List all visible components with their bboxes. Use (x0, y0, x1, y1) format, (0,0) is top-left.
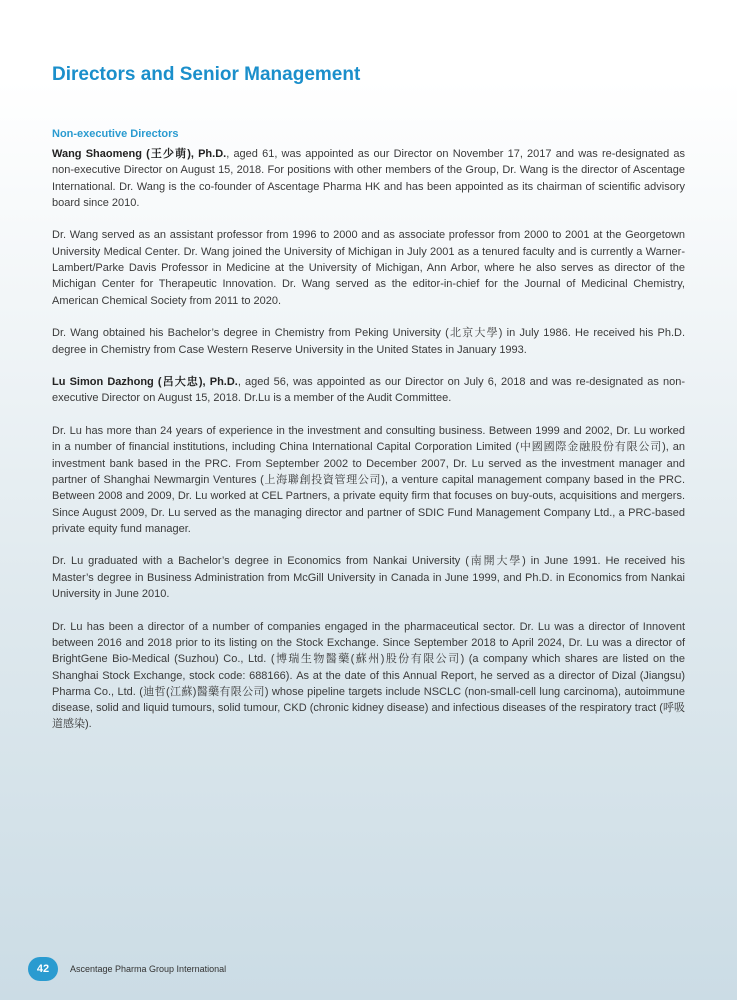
page-footer (28, 957, 226, 981)
paragraph-2: Dr. Wang served as an assistant professor from 1996 to 2000 and as associate professor from 2000 to 2001 at the Georgetown University Medical Center. Dr. Wang joined the University of Michigan in July 2001 as a tenured faculty and is currently a Warner-Lambert/Parke Davis Professor in Medicine at the University of Michigan, Ann Arbor, where he also serves as director of the Michigan Center for Therapeutic Innovation. Dr. Wang served as the editor-in-chief for the Journal of Medicinal Chemistry, American Chemical Society from 2011 to 2020. (52, 229, 685, 307)
director-name: Lu Simon Dazhong (呂大忠), Ph.D. (52, 376, 238, 389)
paragraph-1: Wang Shaomeng (王少萌), Ph.D., aged 61, was appointed as our Director on November 17, 2017 and was re-designated as non-executive Director on August 15, 2018. For positions with other members of the Group, Dr. Wang is the director of Ascentage International. Dr. Wang is the co-founder of Ascentage Pharma HK and has been appointed as its chairman of scientific advisory board since 2010. (52, 148, 685, 209)
paragraph-7: Dr. Lu has been a director of a number of companies engaged in the pharmaceutical sector. Dr. Lu was a director of Innovent between 2016 and 2018 prior to its listing on the Stock Exchange. Since September 2018 to April 2024, Dr. Lu was a director of BrightGene Bio-Medical (Suzhou) Co., Ltd. (博瑞生物醫藥(蘇州)股份有限公司) (a company which shares are listed on the Shanghai Stock Exchange, stock code: 688166). As at the date of this Annual Report, he served as a director of Dizal (Jiangsu) Pharma Co., Ltd. (迪哲(江蘇)醫藥有限公司) whose pipeline targets include NSCLC (non-small-cell lung carcinoma), autoimmune disease, solid and liquid tumours, solid tumour, CKD (chronic kidney disease) and infectious diseases of the respiratory tract (呼吸道感染). (52, 620, 685, 731)
section-heading: Non-executive Directors (52, 128, 179, 140)
footer-company-name: Ascentage Pharma Group International (70, 964, 227, 974)
page-title: Directors and Senior Management (52, 64, 361, 85)
paragraph-6: Dr. Lu graduated with a Bachelor’s degree in Economics from Nankai University (南開大學) in June 1991. He received his Master’s degree in Business Administration from McGill University in Canada in June 1999, and Ph.D. in Economics from Nankai University in June 2010. (52, 555, 685, 601)
director-name: Wang Shaomeng (王少萌), Ph.D. (52, 148, 227, 160)
paragraph-4: Lu Simon Dazhong (呂大忠), Ph.D., aged 56, was appointed as our Director on July 6, 2018 and was re-designated as non-executive Director on August 15, 2018. Dr.Lu is a member of the Audit Committee. (52, 376, 685, 405)
page-number-badge: 42 (28, 957, 58, 981)
paragraph-3: Dr. Wang obtained his Bachelor’s degree in Chemistry from Peking University (北京大學) in July 1986. He received his Ph.D. degree in Chemistry from Case Western Reserve University in the United States in January 1993. (52, 327, 685, 356)
body-text (52, 146, 685, 749)
paragraph-5: Dr. Lu has more than 24 years of experience in the investment and consulting business. Between 1999 and 2002, Dr. Lu worked in a number of financial institutions, including China International Capital Corporation Limited (中國國際金融股份有限公司), an investment bank based in the PRC. From September 2002 to December 2007, Dr. Lu served as the investment manager and partner of Shanghai Newmargin Ventures (上海聯創投資管理公司), a venture capital management company based in the PRC. Between 2008 and 2009, Dr. Lu worked at CEL Partners, a private equity firm that focuses on buy-outs, acquisitions and mergers. Since August 2009, Dr. Lu served as the managing director and partner of SDIC Fund Management Company Ltd., a PRC-based private equity fund manager. (52, 425, 685, 535)
